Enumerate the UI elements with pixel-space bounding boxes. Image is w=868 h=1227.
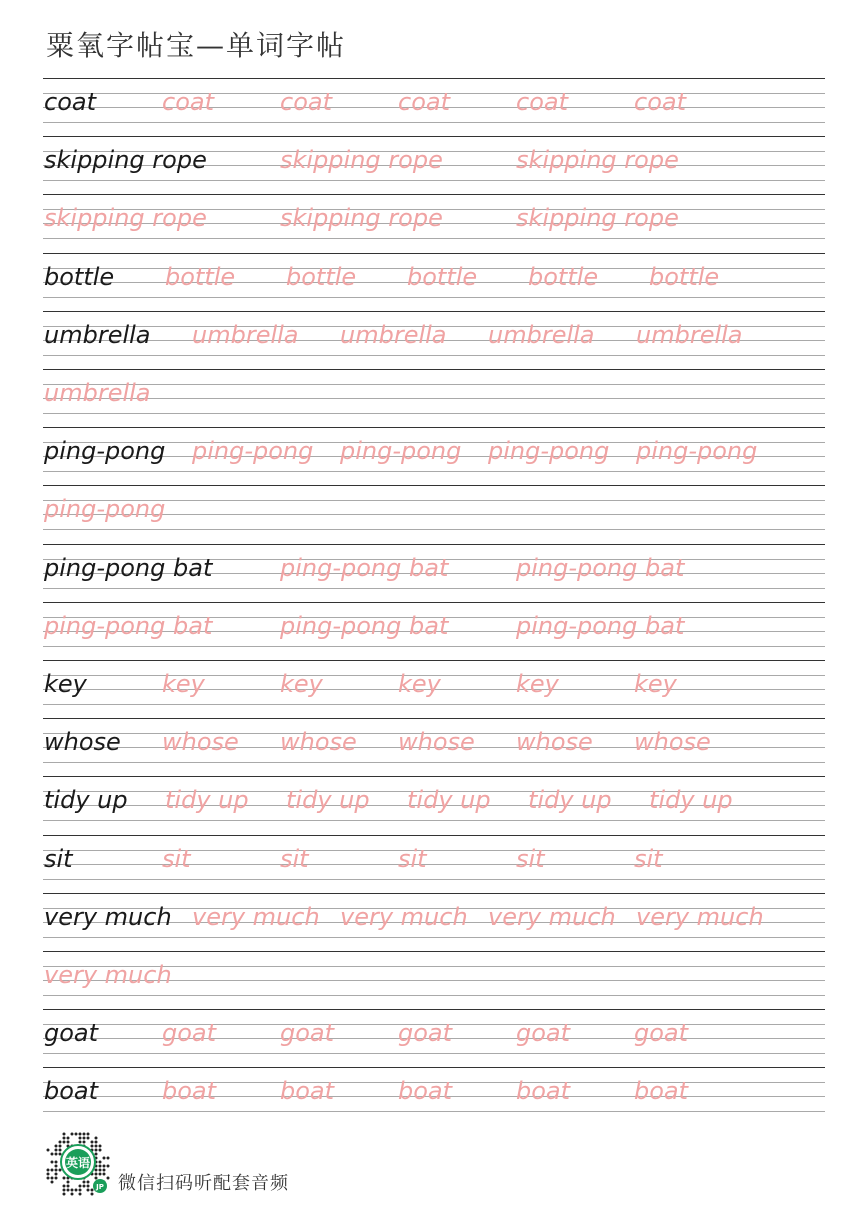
footer: [0, 1124, 868, 1204]
practice-row: [0, 602, 868, 660]
trace-word: skipping rope: [44, 204, 207, 233]
guide-line: [43, 588, 825, 589]
qr-sub-badge-label: JP: [96, 1183, 104, 1191]
trace-word: whose: [280, 728, 357, 757]
trace-word: skipping rope: [280, 204, 443, 233]
trace-word: goat: [162, 1019, 217, 1048]
guide-line: [43, 398, 825, 399]
trace-word: goat: [398, 1019, 453, 1048]
guide-line: [43, 311, 825, 312]
trace-word: sit: [280, 844, 309, 873]
trace-word: bottle: [286, 262, 357, 291]
trace-word: ping-pong: [192, 437, 314, 466]
trace-word: coat: [280, 88, 332, 116]
practice-row: [0, 1009, 868, 1067]
guide-line: [43, 718, 825, 719]
model-word: very much: [44, 902, 172, 931]
guide-line: [43, 180, 825, 181]
guide-line: [43, 194, 825, 195]
guide-line: [43, 384, 825, 385]
practice-row: [0, 951, 868, 1009]
trace-word: sit: [398, 844, 427, 873]
guide-line: [43, 864, 825, 865]
trace-word: ping-pong: [636, 437, 758, 466]
trace-word: boat: [634, 1077, 689, 1106]
guide-line: [43, 776, 825, 777]
trace-word: umbrella: [636, 320, 743, 349]
practice-row: [0, 136, 868, 194]
trace-word: ping-pong: [340, 437, 462, 466]
guide-line: [43, 937, 825, 938]
qr-badge-label: 英语: [65, 1156, 91, 1170]
trace-word: ping-pong: [488, 437, 610, 466]
qr-code-icon[interactable]: [42, 1128, 114, 1200]
practice-row: [0, 253, 868, 311]
guide-line: [43, 238, 825, 239]
model-word: bottle: [44, 262, 115, 291]
guide-line: [43, 253, 825, 254]
trace-word: ping-pong bat: [516, 611, 685, 640]
guide-line: [43, 544, 825, 545]
trace-word: bottle: [528, 262, 599, 291]
practice-row: [0, 1067, 868, 1125]
trace-word: tidy up: [407, 786, 491, 815]
practice-row: [0, 369, 868, 427]
trace-word: umbrella: [488, 320, 595, 349]
guide-line: [43, 893, 825, 894]
guide-line: [43, 427, 825, 428]
guide-line: [43, 660, 825, 661]
practice-row: [0, 194, 868, 252]
practice-row: [0, 893, 868, 951]
trace-word: tidy up: [528, 786, 612, 815]
model-word: tidy up: [44, 786, 128, 815]
guide-line: [43, 1053, 825, 1054]
trace-word: umbrella: [192, 320, 299, 349]
trace-word: coat: [162, 88, 214, 116]
trace-word: sit: [162, 844, 191, 873]
trace-word: very much: [340, 902, 468, 931]
guide-line: [43, 297, 825, 298]
trace-word: bottle: [649, 262, 720, 291]
practice-row: [0, 544, 868, 602]
model-word: whose: [44, 728, 121, 757]
guide-line: [43, 820, 825, 821]
guide-line: [43, 78, 825, 79]
guide-line: [43, 835, 825, 836]
trace-word: key: [162, 670, 205, 698]
guide-line: [43, 850, 825, 851]
trace-word: whose: [398, 728, 475, 757]
practice-row: [0, 835, 868, 893]
guide-line: [43, 529, 825, 530]
trace-word: whose: [516, 728, 593, 757]
trace-word: boat: [516, 1077, 571, 1106]
trace-word: bottle: [165, 262, 236, 291]
trace-word: tidy up: [649, 786, 733, 815]
practice-row: [0, 427, 868, 485]
guide-line: [43, 704, 825, 705]
trace-word: coat: [398, 88, 450, 116]
trace-word: goat: [516, 1019, 571, 1048]
trace-word: boat: [162, 1077, 217, 1106]
audio-caption: 微信扫码听配套音频: [118, 1173, 289, 1194]
practice-row: [0, 485, 868, 543]
trace-word: bottle: [407, 262, 478, 291]
trace-word: key: [634, 670, 677, 698]
trace-word: very much: [636, 902, 764, 931]
model-word: coat: [44, 88, 96, 116]
trace-word: tidy up: [165, 786, 249, 815]
page-title: 粟氧字帖宝—单词字帖: [46, 29, 347, 62]
trace-word: ping-pong bat: [516, 553, 685, 582]
model-word: ping-pong: [44, 437, 166, 466]
trace-word: whose: [162, 728, 239, 757]
model-word: sit: [44, 844, 73, 873]
guide-line: [43, 413, 825, 414]
trace-word: skipping rope: [280, 146, 443, 175]
model-word: key: [44, 670, 87, 698]
guide-line: [43, 602, 825, 603]
trace-word: skipping rope: [516, 146, 679, 175]
trace-word: key: [516, 670, 559, 698]
guide-line: [43, 879, 825, 880]
guide-line: [43, 762, 825, 763]
trace-word: key: [398, 670, 441, 698]
guide-line: [43, 136, 825, 137]
guide-line: [43, 995, 825, 996]
trace-word: boat: [398, 1077, 453, 1106]
trace-word: ping-pong bat: [280, 611, 449, 640]
guide-line: [43, 369, 825, 370]
guide-line: [43, 951, 825, 952]
trace-word: very much: [192, 902, 320, 931]
practice-row: [0, 78, 868, 136]
model-word: skipping rope: [44, 146, 207, 175]
guide-line: [43, 355, 825, 356]
model-word: boat: [44, 1077, 99, 1106]
trace-word: very much: [488, 902, 616, 931]
trace-word: sit: [634, 844, 663, 873]
trace-word: coat: [634, 88, 686, 116]
guide-line: [43, 1009, 825, 1010]
guide-line: [43, 485, 825, 486]
trace-word: goat: [280, 1019, 335, 1048]
trace-word: tidy up: [286, 786, 370, 815]
practice-row: [0, 660, 868, 718]
guide-line: [43, 471, 825, 472]
trace-word: boat: [280, 1077, 335, 1106]
guide-line: [43, 1067, 825, 1068]
trace-word: ping-pong: [44, 495, 166, 524]
trace-word: ping-pong bat: [280, 553, 449, 582]
practice-row: [0, 776, 868, 834]
trace-word: skipping rope: [516, 204, 679, 233]
trace-word: very much: [44, 961, 172, 989]
trace-word: ping-pong bat: [44, 611, 213, 640]
guide-line: [43, 1111, 825, 1112]
practice-row: [0, 718, 868, 776]
model-word: ping-pong bat: [44, 553, 213, 582]
trace-word: key: [280, 670, 323, 698]
trace-word: umbrella: [340, 320, 447, 349]
trace-word: sit: [516, 844, 545, 873]
trace-word: umbrella: [44, 379, 151, 407]
model-word: umbrella: [44, 320, 151, 349]
trace-word: goat: [634, 1019, 689, 1048]
guide-line: [43, 646, 825, 647]
trace-word: whose: [634, 728, 711, 757]
trace-word: coat: [516, 88, 568, 116]
practice-row: [0, 311, 868, 369]
guide-line: [43, 122, 825, 123]
model-word: goat: [44, 1019, 99, 1048]
